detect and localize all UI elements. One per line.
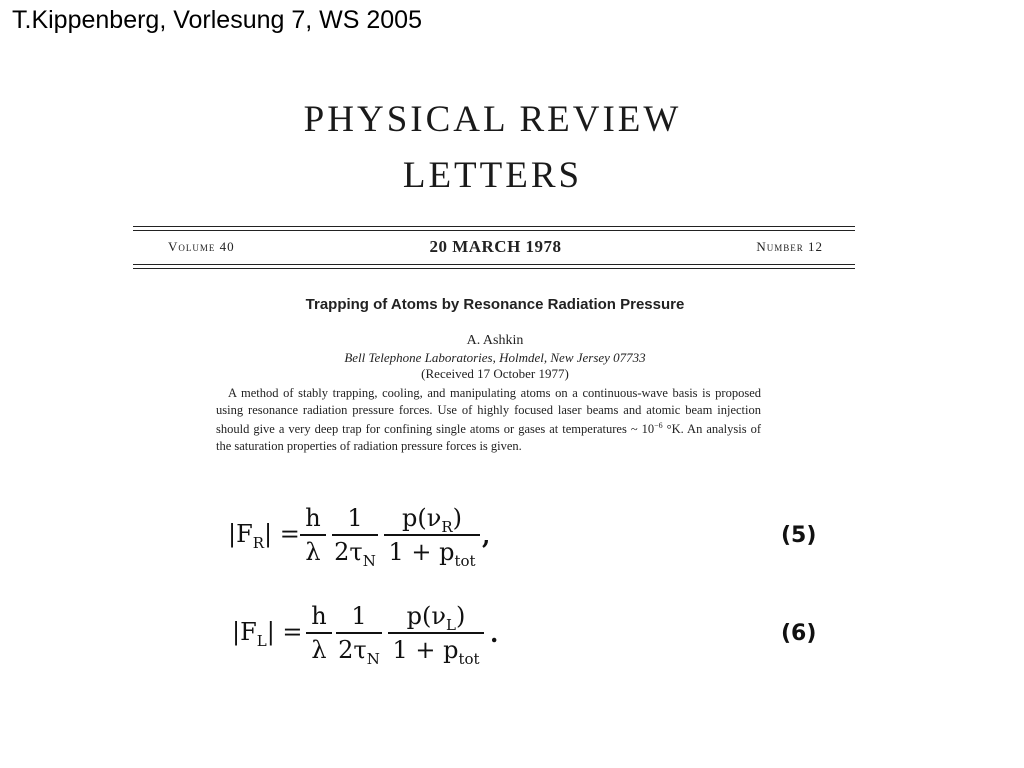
slide-header: T.Kippenberg, Vorlesung 7, WS 2005 bbox=[12, 6, 422, 34]
issue-number: Number 12 bbox=[756, 239, 823, 254]
equation-lhs: $|F_L|$ = bbox=[232, 618, 303, 650]
article-title: Trapping of Atoms by Resonance Radiation Pressure bbox=[305, 296, 685, 313]
article-affiliation: Bell Telephone Laboratories, Holmdel, New Jersey 07733 bbox=[344, 350, 646, 365]
saturation-fraction: $p(\nu_L)$ $1 + p_{tot}$ bbox=[388, 601, 484, 665]
top-rule-outer bbox=[133, 226, 855, 227]
issue-bar bbox=[168, 236, 823, 258]
abstract-exponent: −6 bbox=[654, 421, 663, 431]
one-over-tau-fraction: 1 $2\tau_N$ bbox=[332, 503, 378, 567]
bottom-rule-inner bbox=[133, 264, 855, 265]
equation-number-6: (6) bbox=[781, 621, 817, 646]
equation-5-comma: , bbox=[482, 521, 491, 550]
equation-5 bbox=[228, 503, 828, 583]
journal-title-line2: LETTERS bbox=[402, 155, 583, 196]
equation-6-period: . bbox=[490, 619, 499, 648]
issue-date: 20 MARCH 1978 bbox=[429, 237, 562, 256]
h-over-lambda-fraction: h λ bbox=[300, 503, 326, 567]
article-abstract bbox=[216, 385, 761, 455]
saturation-fraction: $p(\nu_R)$ $1 + p_{tot}$ bbox=[384, 503, 480, 567]
abstract-text-part1: A method of stably trapping, cooling, and manipulating atoms on a continuous-wave basis is proposed using resonance radiation pressure forces. Use of highly focused laser beams and atomic beam injection should give a very deep trap for confining single atoms or gases at temperatures ~ 10 bbox=[216, 386, 761, 437]
h-over-lambda-fraction: h λ bbox=[306, 601, 332, 665]
equation-6 bbox=[228, 601, 828, 681]
equation-number-5: (5) bbox=[781, 523, 817, 548]
equation-lhs: $|F_R|$ = bbox=[228, 520, 300, 552]
bottom-rule-outer bbox=[133, 268, 855, 269]
article-author: A. Ashkin bbox=[466, 333, 524, 348]
abstract-text-part2: °K. An analysis of the saturation properties of radiation pressure forces is given. bbox=[216, 422, 762, 453]
one-over-tau-fraction: 1 $2\tau_N$ bbox=[336, 601, 382, 665]
article-received-date: (Received 17 October 1977) bbox=[421, 366, 569, 381]
top-rule-inner bbox=[133, 230, 855, 231]
volume-label: Volume 40 bbox=[168, 239, 235, 254]
journal-title-line1: PHYSICAL REVIEW bbox=[303, 99, 682, 140]
